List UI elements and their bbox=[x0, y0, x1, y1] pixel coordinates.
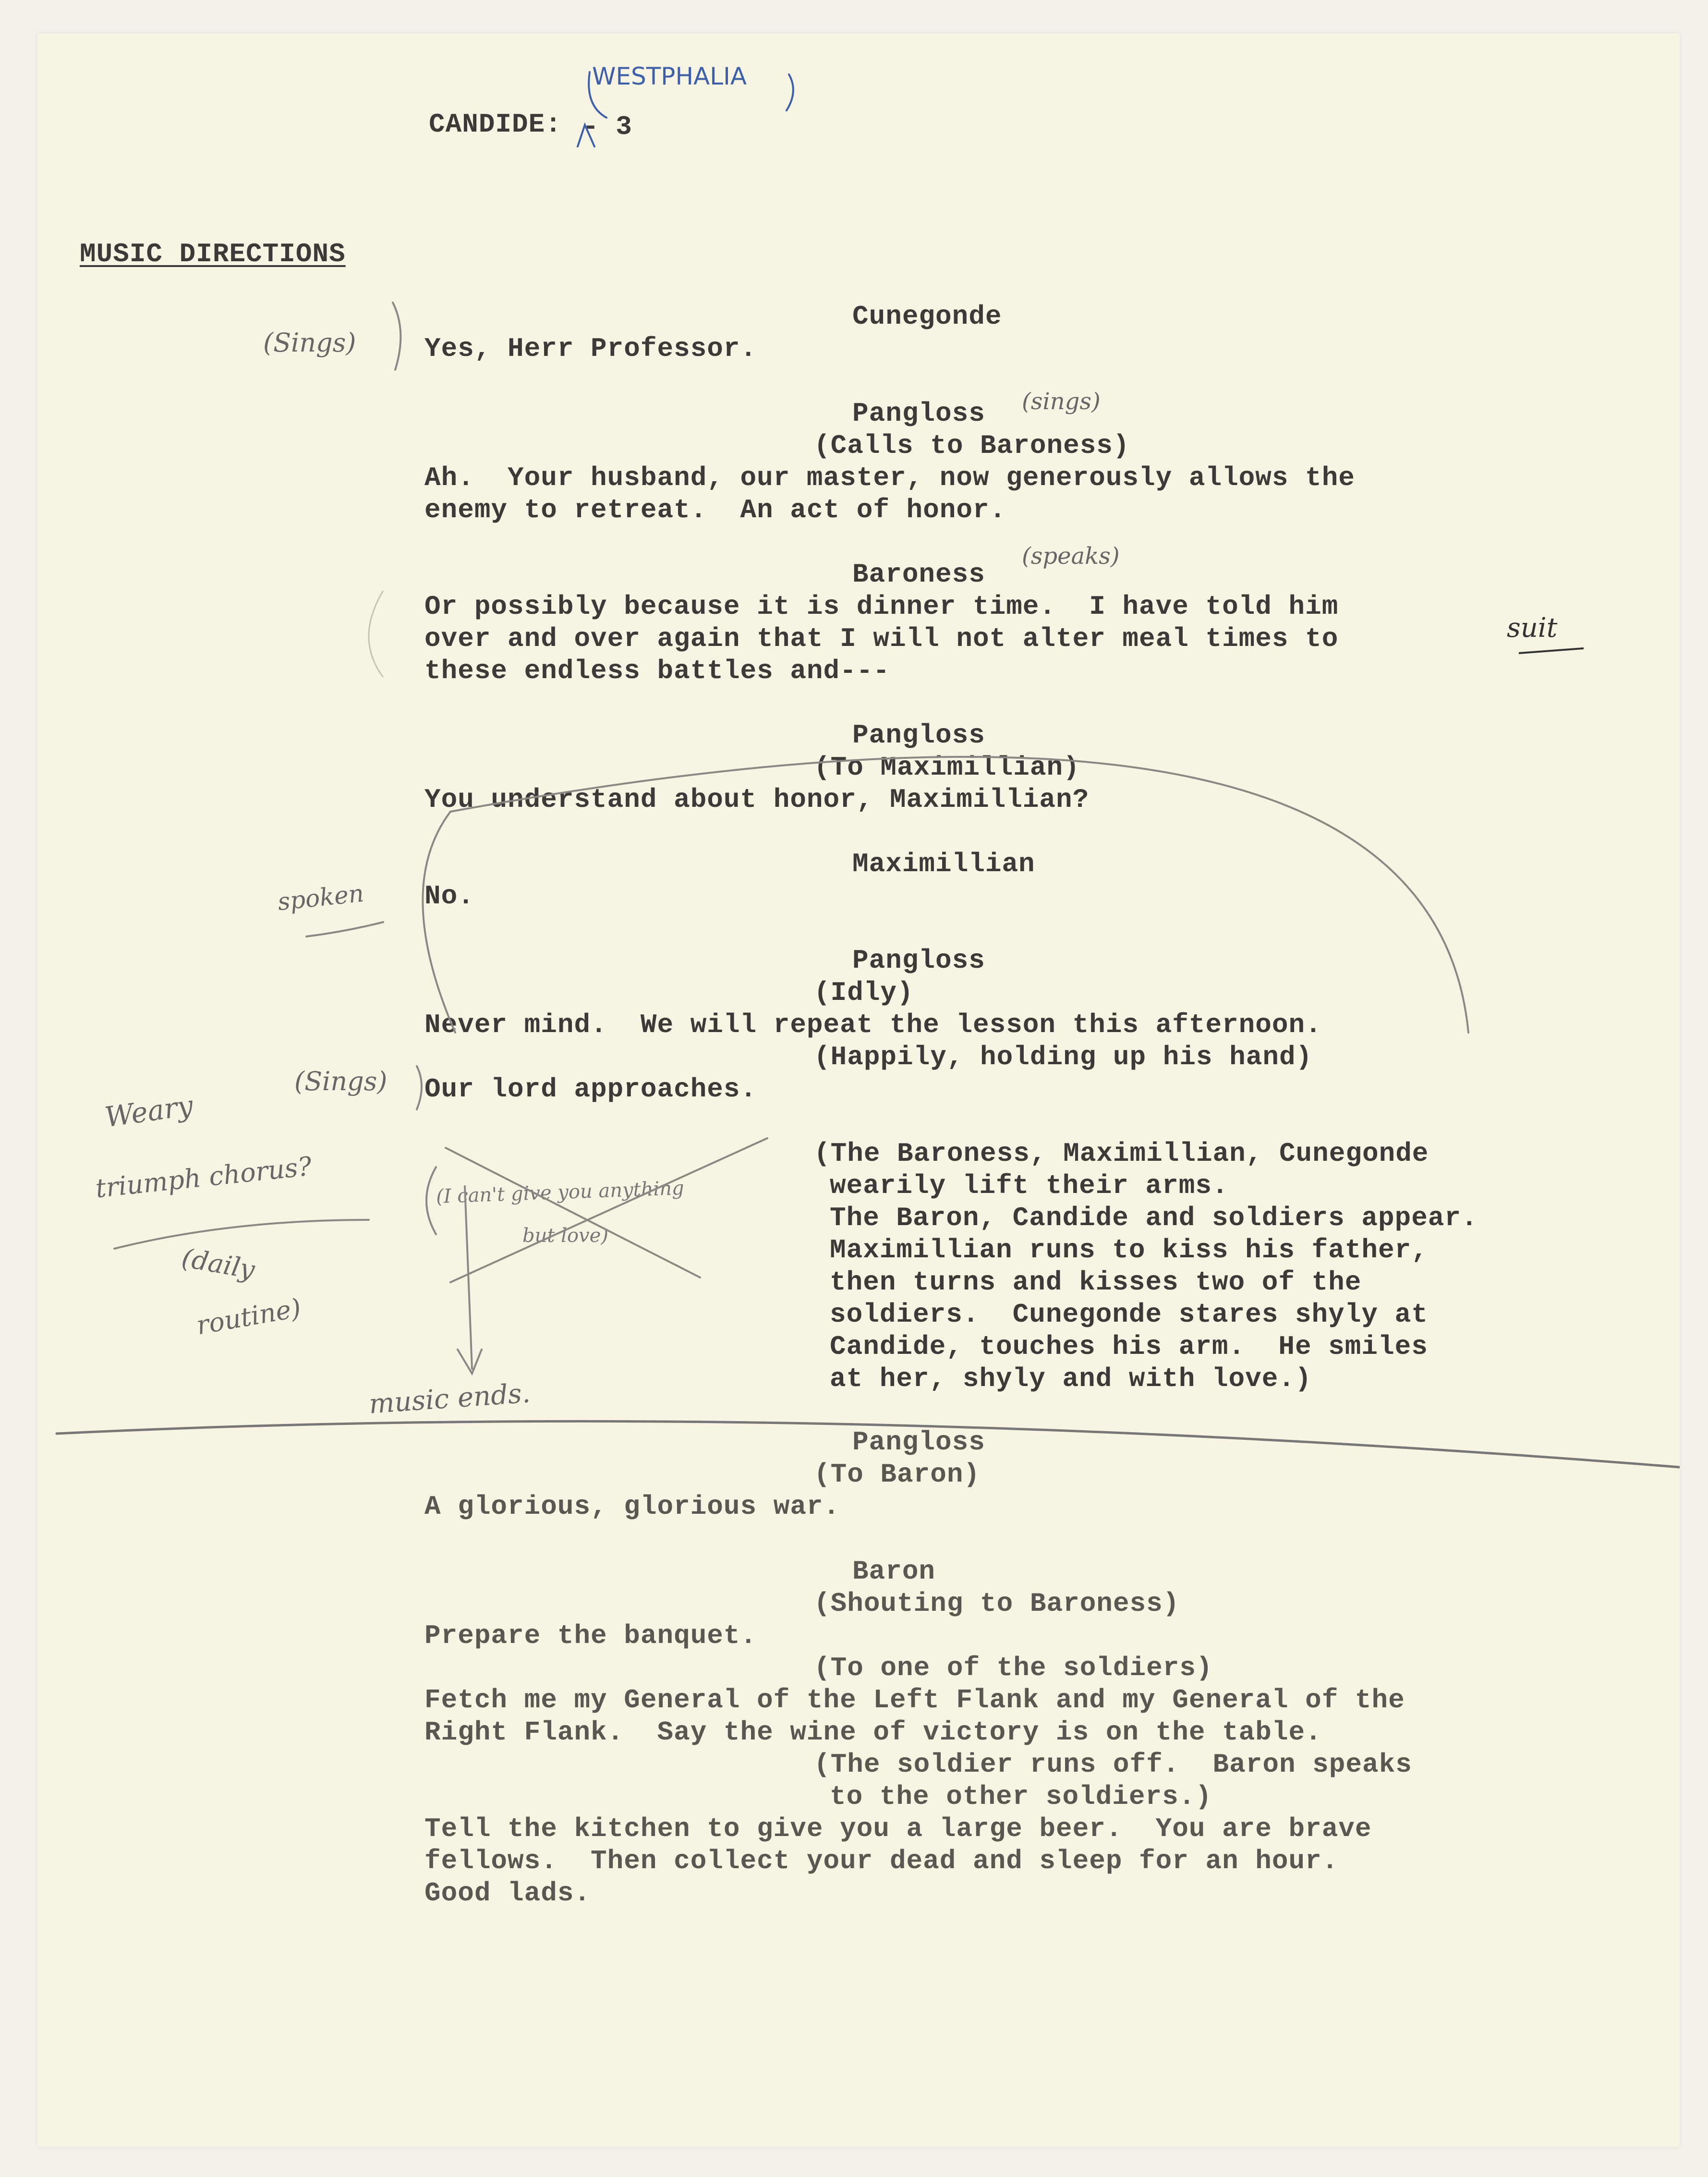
daily-routine-annotation: routine) bbox=[194, 1292, 303, 1341]
chorus-underline bbox=[114, 1220, 369, 1249]
dialogue-line: Right Flank. Say the wine of victory is on the table. bbox=[424, 1717, 1322, 1748]
cross-stroke bbox=[446, 1148, 700, 1277]
sings-annotation: (Sings) bbox=[294, 1066, 388, 1096]
westphalia-annotation: WESTPHALIA bbox=[592, 62, 747, 90]
stage-direction: (To Maximillian) bbox=[814, 752, 1080, 783]
typescript-page bbox=[37, 34, 1680, 2147]
speaker-pangloss: Pangloss bbox=[852, 398, 985, 429]
dialogue-line: enemy to retreat. An act of honor. bbox=[424, 495, 1006, 525]
crossed-song-bracket bbox=[426, 1167, 436, 1234]
dialogue-line: these endless battles and--- bbox=[424, 656, 890, 686]
music-ends-line bbox=[57, 1421, 1680, 1467]
sings-annotation: (Sings) bbox=[263, 328, 356, 358]
speaker-maximillian: Maximillian bbox=[852, 849, 1035, 879]
spoken-bracket bbox=[423, 812, 455, 1033]
dialogue-line: Tell the kitchen to give you a large beer. You are brave bbox=[424, 1813, 1372, 1844]
arrow-head bbox=[458, 1350, 482, 1374]
sings-annotation: (sings) bbox=[1022, 388, 1101, 415]
stage-direction: (Idly) bbox=[814, 977, 914, 1008]
insert-caret bbox=[578, 125, 594, 146]
dialogue-line: Never mind. We will repeat the lesson this afternoon. bbox=[424, 1009, 1322, 1040]
stage-direction: at her, shyly and with love.) bbox=[830, 1363, 1312, 1394]
sings-bracket bbox=[393, 303, 400, 370]
stage-direction: (Shouting to Baroness) bbox=[814, 1588, 1180, 1619]
crossed-out-song-annotation: (I can't give you anything bbox=[436, 1177, 685, 1208]
speaker-pangloss: Pangloss bbox=[852, 945, 985, 976]
dialogue-line: You understand about honor, Maximillian? bbox=[424, 784, 1090, 815]
cross-stroke bbox=[450, 1138, 767, 1282]
section-heading: MUSIC DIRECTIONS bbox=[80, 239, 346, 269]
stage-direction: wearily lift their arms. bbox=[830, 1170, 1229, 1201]
dialogue-line: Or possibly because it is dinner time. I have told him bbox=[424, 591, 1339, 622]
sings-bracket-2 bbox=[417, 1066, 422, 1109]
stage-direction: (Calls to Baroness) bbox=[814, 430, 1130, 461]
stage-direction: Candide, touches his arm. He smiles bbox=[830, 1331, 1428, 1362]
spoken-annotation: spoken bbox=[276, 879, 365, 916]
dialogue-line: over and over again that I will not alter meal times to bbox=[424, 623, 1339, 654]
dialogue-line: Yes, Herr Professor. bbox=[424, 333, 757, 364]
dialogue-line: Ah. Your husband, our master, now generously allows the bbox=[424, 462, 1355, 493]
stage-direction: The Baron, Candide and soldiers appear. bbox=[830, 1203, 1478, 1233]
stage-direction: (To one of the soldiers) bbox=[814, 1653, 1213, 1683]
stage-direction: (Happily, holding up his hand) bbox=[814, 1042, 1313, 1072]
dialogue-line: Fetch me my General of the Left Flank and my General of the bbox=[424, 1685, 1405, 1715]
spoken-arc bbox=[450, 757, 1468, 1033]
page-number: - 3 bbox=[582, 111, 632, 142]
stage-direction: to the other soldiers.) bbox=[830, 1781, 1212, 1812]
dialogue-line: A glorious, glorious war. bbox=[424, 1491, 840, 1522]
speaker-pangloss: Pangloss bbox=[852, 1427, 985, 1458]
crossed-out-song-annotation: but love) bbox=[522, 1225, 608, 1247]
dialogue-line: Good lads. bbox=[424, 1878, 591, 1909]
stage-direction: then turns and kisses two of the bbox=[830, 1267, 1362, 1298]
daily-routine-annotation: (daily bbox=[179, 1242, 257, 1285]
arrow-line bbox=[465, 1186, 472, 1369]
music-ends-annotation: music ends. bbox=[368, 1377, 532, 1420]
stage-direction: (To Baron) bbox=[814, 1459, 981, 1490]
suit-underline bbox=[1519, 648, 1584, 653]
dialogue-line: No. bbox=[424, 881, 474, 912]
stage-direction: Maximillian runs to kiss his father, bbox=[830, 1235, 1428, 1265]
westphalia-bracket bbox=[589, 72, 606, 118]
triumph-chorus-annotation: triumph chorus? bbox=[94, 1151, 314, 1204]
westphalia-close bbox=[787, 74, 793, 110]
speaker-baron: Baron bbox=[852, 1556, 936, 1587]
speaker-baroness: Baroness bbox=[852, 559, 985, 590]
script-title: CANDIDE: bbox=[429, 109, 562, 140]
weary-annotation: Weary bbox=[103, 1089, 195, 1134]
speaks-annotation: (speaks) bbox=[1022, 543, 1120, 570]
spoken-underline bbox=[306, 922, 383, 936]
faint-bracket bbox=[369, 591, 383, 677]
speaker-cunegonde: Cunegonde bbox=[852, 301, 1002, 332]
suit-annotation: suit bbox=[1507, 612, 1558, 644]
speaker-pangloss: Pangloss bbox=[852, 720, 985, 751]
stage-direction: soldiers. Cunegonde stares shyly at bbox=[830, 1299, 1428, 1330]
pencil-marks bbox=[37, 34, 1680, 2147]
stage-direction: (The Baroness, Maximillian, Cunegonde bbox=[814, 1138, 1429, 1169]
dialogue-line: fellows. Then collect your dead and sleep for an hour. bbox=[424, 1846, 1339, 1876]
dialogue-line: Our lord approaches. bbox=[424, 1074, 757, 1105]
stage-direction: (The soldier runs off. Baron speaks bbox=[814, 1749, 1412, 1780]
dialogue-line: Prepare the banquet. bbox=[424, 1620, 757, 1651]
